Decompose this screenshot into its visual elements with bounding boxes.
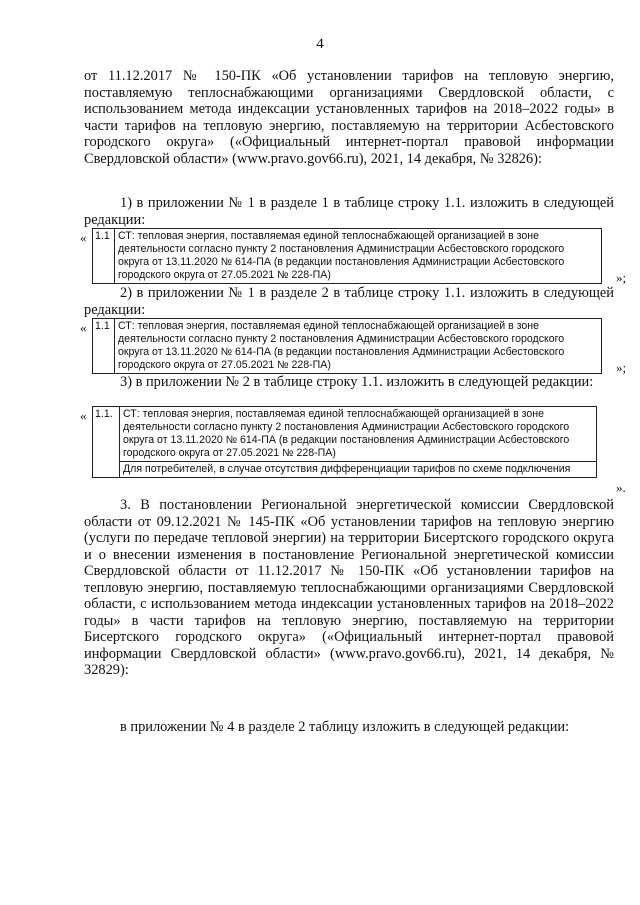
item-2-paragraph: 2) в приложении № 1 в разделе 2 в таблице строку 1.1. изложить в следующей редакции: (84, 285, 614, 318)
item-3-paragraph: 3) в приложении № 2 в таблице строку 1.1. изложить в следующей редакции: (120, 374, 594, 390)
table-row (93, 407, 597, 462)
intro-paragraph: от 11.12.2017 № 150-ПК «Об установлении тарифов на тепловую энергию, поставляемую теплоснабжающими организациями Свердловской области, с использованием метода индексации установленных тарифов на 2018–2022 годы» в части тарифов на тепловую энергию, поставляемую на территории Асбестовского городского округа» («Официальный интернет-портал правовой информации Свердловской области» (www.pravo.gov66.ru), 2021, 14 декабря, № 32826): (84, 68, 614, 167)
table-2-quote-close: »; (616, 360, 627, 375)
table-2-num: 1.1 (93, 319, 115, 374)
paragraph-3: 3. В постановлении Региональной энергетической комиссии Свердловской области от 09.12.2021 № 145-ПК «Об установлении тарифов на тепловую энергию (услуги по передаче тепловой энергии) на территории Бисертского городского округа и о внесении изменения в постановление Региональной энергетической комиссии Свердловской области от 11.12.2017 № 150-ПК «Об установлении тарифов на тепловую энергию, поставляемую теплоснабжающими организациями Свердловской области, с использованием метода индексации установленных тарифов на 2018–2022 годы» в части тарифов на тепловую энергию, поставляемую на территории Бисертского городского округа» («Официальный интернет-портал правовой информации Свердловской области» (www.pravo.gov66.ru), 2021, 14 декабря, № 32829): (84, 497, 614, 678)
table-1-num: 1.1 (93, 229, 115, 284)
table-1-quote-close: »; (616, 270, 627, 285)
item-1-paragraph: 1) в приложении № 1 в разделе 1 в таблице строку 1.1. изложить в следующей редакции: (84, 195, 614, 228)
table-1-text: СТ: тепловая энергия, поставляемая единой теплоснабжающей организацией в зоне деятельности согласно пункту 2 постановления Администрации Асбестовского городского округа от 13.11.2020 № 614-ПА (в редакции постановления Администрации Асбестовского городского округа от 27.05.2021 № 228-ПА) (115, 229, 602, 284)
table-3-num: 1.1. (93, 407, 120, 478)
paragraph-4: в приложении № 4 в разделе 2 таблицу изложить в следующей редакции: (120, 719, 570, 735)
table-1-quote-open: « (80, 230, 87, 245)
table-3-subtext: Для потребителей, в случае отсутствия дифференциации тарифов по схеме подключения (120, 462, 597, 478)
table-row (93, 319, 602, 374)
table-2-text: СТ: тепловая энергия, поставляемая единой теплоснабжающей организацией в зоне деятельности согласно пункту 2 постановления Администрации Асбестовского городского округа от 13.11.2020 № 614-ПА (в редакции постановления Администрации Асбестовского городского округа от 27.05.2021 № 228-ПА) (115, 319, 602, 374)
table-3-text: СТ: тепловая энергия, поставляемая единой теплоснабжающей организацией в зоне деятельности согласно пункту 2 постановления Администрации Асбестовского городского округа от 13.11.2020 № 614-ПА (в редакции постановления Администрации Асбестовского городского округа от 27.05.2021 № 228-ПА) (120, 407, 597, 462)
table-3-quote-open: « (80, 408, 87, 423)
page-number: 4 (316, 36, 324, 52)
table-row (93, 229, 602, 284)
table-row (93, 462, 597, 478)
table-3-quote-close: ». (616, 480, 626, 495)
table-2-quote-open: « (80, 320, 87, 335)
